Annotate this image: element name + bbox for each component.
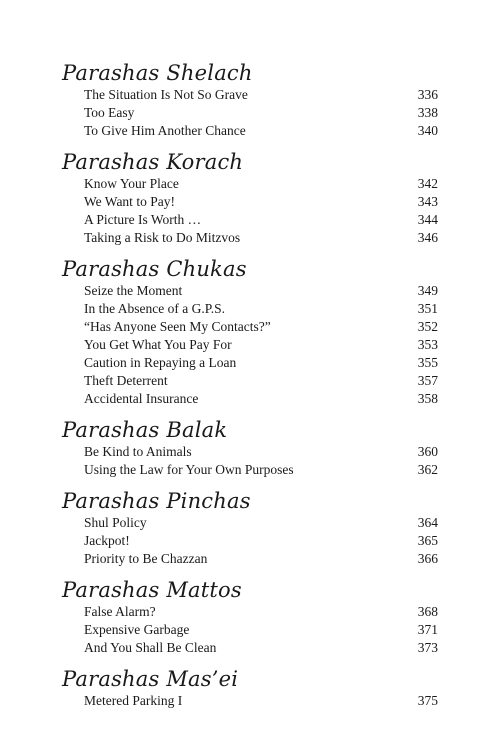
entry-title: Shul Policy	[84, 515, 147, 530]
entry-page-number: 349	[417, 283, 438, 298]
toc-entry	[84, 318, 438, 336]
entry-title: Theft Deterrent	[84, 373, 168, 388]
entry-title: To Give Him Another Chance	[84, 123, 246, 138]
entry-title: “Has Anyone Seen My Contacts?”	[84, 319, 271, 334]
toc-entry	[84, 336, 438, 354]
entry-page-number: 366	[417, 551, 438, 566]
entry-page-number: 357	[417, 373, 438, 388]
toc-entry	[84, 550, 438, 568]
entry-page-number: 338	[417, 105, 438, 120]
entry-title: Seize the Moment	[84, 283, 183, 298]
toc-section-shelach	[62, 60, 438, 140]
entry-title: Be Kind to Animals	[84, 444, 192, 459]
entry-title: Metered Parking I	[84, 693, 183, 708]
entry-title: And You Shall Be Clean	[84, 640, 217, 655]
entry-page-number: 368	[417, 604, 438, 619]
entry-title: Too Easy	[84, 105, 135, 120]
toc-entry	[84, 86, 438, 104]
entry-page-number: 362	[417, 462, 438, 477]
entry-page-number: 365	[417, 533, 438, 548]
table-of-contents	[62, 60, 438, 719]
toc-entry	[84, 461, 438, 479]
entry-page-number: 342	[417, 176, 438, 191]
entry-title: In the Absence of a G.P.S.	[84, 301, 225, 316]
toc-entry	[84, 104, 438, 122]
toc-section-pinchas	[62, 488, 438, 568]
section-title: Parashas Chukas	[62, 257, 247, 281]
toc-entry	[84, 211, 438, 229]
entry-page-number: 358	[417, 391, 438, 406]
toc-entry	[84, 639, 438, 657]
entry-page-number: 373	[417, 640, 438, 655]
entry-page-number: 336	[417, 87, 438, 102]
toc-entry	[84, 621, 438, 639]
toc-entry	[84, 282, 438, 300]
section-title: Parashas Korach	[62, 150, 244, 174]
toc-entry	[84, 692, 438, 710]
entry-title: The Situation Is Not So Grave	[84, 87, 248, 102]
toc-section-mattos	[62, 577, 438, 657]
entry-title: Accidental Insurance	[84, 391, 199, 406]
toc-entry	[84, 532, 438, 550]
toc-entry	[84, 300, 438, 318]
entry-title: Know Your Place	[84, 176, 179, 191]
entry-title: Expensive Garbage	[84, 622, 190, 637]
entry-title: A Picture Is Worth …	[84, 212, 202, 227]
entry-title: Jackpot!	[84, 533, 130, 548]
toc-entry	[84, 372, 438, 390]
toc-entry	[84, 514, 438, 532]
toc-section-balak	[62, 417, 438, 479]
toc-entry	[84, 175, 438, 193]
section-title: Parashas Mattos	[62, 578, 242, 602]
entry-page-number: 344	[417, 212, 438, 227]
entry-page-number: 375	[417, 693, 438, 708]
entry-page-number: 340	[417, 123, 438, 138]
entry-title: Priority to Be Chazzan	[84, 551, 208, 566]
toc-section-chukas	[62, 256, 438, 408]
entry-title: Taking a Risk to Do Mitzvos	[84, 230, 241, 245]
toc-entry	[84, 443, 438, 461]
entry-page-number: 360	[417, 444, 438, 459]
section-title: Parashas Balak	[62, 418, 228, 442]
section-title: Parashas Mas’ei	[62, 667, 239, 691]
entry-page-number: 364	[417, 515, 438, 530]
entry-title: We Want to Pay!	[84, 194, 175, 209]
entry-page-number: 352	[417, 319, 438, 334]
toc-entry	[84, 354, 438, 372]
entry-page-number: 355	[417, 355, 438, 370]
entry-page-number: 351	[417, 301, 438, 316]
entry-page-number: 346	[417, 230, 438, 245]
entry-title: Caution in Repaying a Loan	[84, 355, 237, 370]
toc-entry	[84, 122, 438, 140]
entry-page-number: 353	[417, 337, 438, 352]
entry-title: Using the Law for Your Own Purposes	[84, 462, 294, 477]
entry-page-number: 371	[417, 622, 438, 637]
entry-page-number: 343	[417, 194, 438, 209]
section-title: Parashas Pinchas	[62, 489, 251, 513]
toc-entry	[84, 603, 438, 621]
toc-entry	[84, 193, 438, 211]
entry-title: False Alarm?	[84, 604, 156, 619]
toc-section-korach	[62, 149, 438, 247]
entry-title: You Get What You Pay For	[84, 337, 232, 352]
toc-entry	[84, 390, 438, 408]
toc-entry	[84, 229, 438, 247]
section-title: Parashas Shelach	[62, 61, 253, 85]
toc-section-masei	[62, 666, 438, 710]
